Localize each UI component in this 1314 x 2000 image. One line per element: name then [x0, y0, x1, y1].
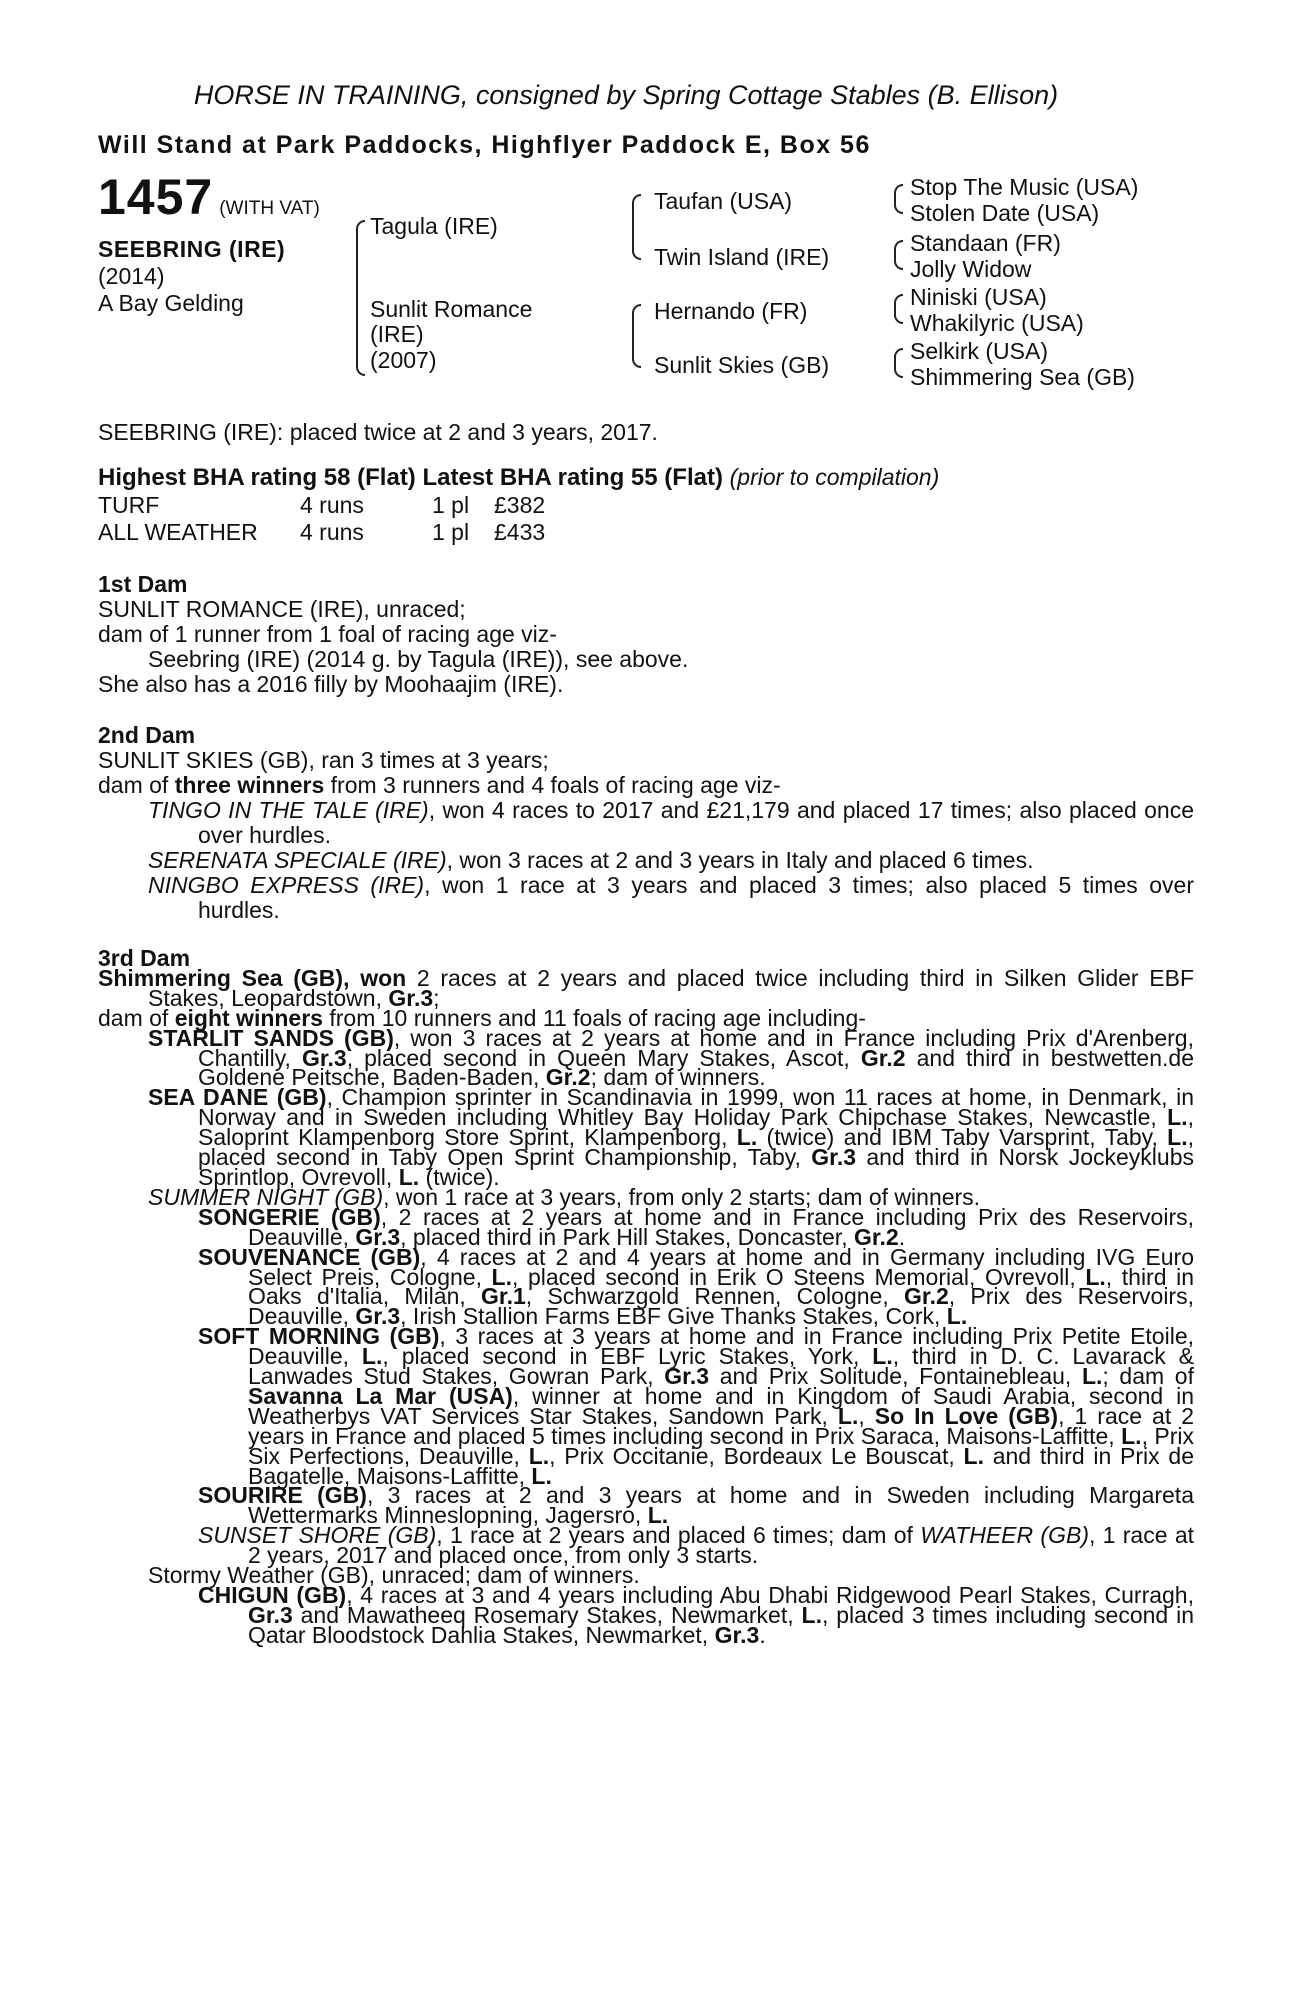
text: , placed second in Erik O Steens Memorial, Ovrevoll, — [512, 1263, 1086, 1290]
prize: £382 — [494, 492, 546, 518]
great-grandsire-4: Selkirk (USA) — [910, 338, 1049, 364]
progeny-record: , won 1 race at 3 years and placed 3 times; also placed 5 times over hurdles. — [198, 872, 1194, 923]
grade: L. — [872, 1343, 893, 1370]
text: , 3 races at 2 and 3 years at home and in Sweden including Margareta Wettermarks Minneslopning, Jagersro, — [248, 1482, 1194, 1529]
race-summary: SEEBRING (IRE): placed twice at 2 and 3 years, 2017. — [98, 419, 658, 445]
brace — [894, 294, 903, 324]
grade: Gr.3 — [811, 1144, 857, 1171]
grade: Gr.1 — [481, 1283, 526, 1310]
great-grandsire-2: Standaan (FR) — [910, 230, 1061, 256]
dam-dam: Sunlit Skies (GB) — [654, 352, 830, 378]
runs: 4 runs — [300, 519, 364, 545]
text: won — [360, 964, 407, 991]
section-heading: 2nd Dam — [98, 722, 196, 748]
text: ; dam of winners. — [590, 1064, 766, 1091]
text: and Mawatheeq Rosemary Stakes, Newmarket, — [292, 1601, 802, 1628]
progeny-name: WATHEER (GB) — [920, 1522, 1089, 1549]
surface: ALL WEATHER — [98, 519, 258, 545]
text: ; dam of — [1102, 1363, 1194, 1390]
text: , 2 races at 2 years at home and in France including Prix des Reservoirs, Deauville, — [248, 1203, 1194, 1250]
table-row — [98, 492, 545, 519]
text: , Saloprint Klampenborg Store Sprint, Klampenborg, — [198, 1104, 1194, 1151]
text: , — [858, 1402, 875, 1429]
progeny-entry — [148, 798, 1194, 848]
great-granddam-2: Jolly Widow — [910, 256, 1032, 282]
progeny-entry: Seebring (IRE) (2014 g. by Tagula (IRE)), see above. — [148, 646, 689, 672]
sire: Tagula (IRE) — [370, 213, 498, 239]
dam-line: dam of 1 runner from 1 foal of racing age viz- — [98, 621, 557, 647]
text: , — [343, 964, 361, 991]
grade: Gr.2 — [904, 1283, 949, 1310]
horse-name: SEEBRING (IRE) — [98, 236, 286, 262]
pedigree-chart — [98, 174, 1198, 419]
grade: L. — [361, 1343, 383, 1370]
text: dam of — [98, 1004, 175, 1031]
rating-text: Highest BHA rating 58 (Flat) Latest BHA rating 55 (Flat) — [98, 464, 723, 491]
progeny-name: NINGBO EXPRESS (IRE) — [148, 872, 425, 898]
brace — [894, 184, 903, 214]
grade: L. — [1085, 1263, 1106, 1290]
grade: L. — [963, 1442, 984, 1469]
second-dam-section — [98, 723, 1194, 923]
grade: L. — [647, 1502, 669, 1529]
text: , Schwarzgold Rennen, Cologne, — [525, 1283, 904, 1310]
progeny-name: SOURIRE (GB) — [198, 1482, 367, 1509]
text: , 4 races at 2 and 4 years at home and in Germany including IVG Euro Select Preis, Cologne, — [248, 1243, 1194, 1290]
text: and third in bestwetten.de Goldene Peitsche, Baden-Baden, — [198, 1044, 1194, 1091]
text: , placed second in Taby Open Sprint Championship, Taby, — [198, 1124, 1194, 1171]
rating-note: (prior to compilation) — [729, 464, 940, 490]
dam-line: SUNLIT SKIES (GB), ran 3 times at 3 years; — [98, 747, 549, 773]
grade: L. — [837, 1402, 859, 1429]
dam-line — [98, 964, 1195, 1011]
progeny-name: TINGO IN THE TALE (IRE) — [148, 797, 429, 823]
text: , won 1 race at 3 years, from only 2 starts; dam of winners. — [383, 1183, 981, 1210]
text: ; — [433, 984, 440, 1011]
brace — [632, 194, 641, 260]
sire-dam: Twin Island (IRE) — [654, 244, 830, 270]
text: , placed 3 times including second in Qatar Bloodstock Dahlia Stakes, Newmarket, — [248, 1601, 1194, 1648]
text: 2 races at 2 years and placed twice including third in Silken Glider EBF Stakes, Leopardstown, — [148, 964, 1195, 1011]
text: , 1 race at 2 years in France and placed 5 times including second in Prix Saraca, Maisons-Laffitte, — [248, 1402, 1195, 1449]
text: , placed third in Park Hill Stakes, Doncaster, — [400, 1223, 854, 1250]
great-grandsire-1: Stop The Music (USA) — [910, 174, 1139, 200]
grade: Gr.3 — [388, 984, 434, 1011]
winners-count: three winners — [174, 772, 325, 798]
placed: 1 pl — [432, 519, 470, 545]
prize: £433 — [494, 519, 546, 545]
text: , Prix Six Perfections, Deauville, — [248, 1422, 1194, 1469]
grade: L. — [946, 1303, 968, 1330]
text: , 1 race at 2 years, 2017 and placed once, from only 3 starts. — [248, 1522, 1194, 1569]
progeny-entry — [148, 848, 1194, 873]
third-dam-section — [98, 945, 1195, 1648]
dam: Sunlit Romance — [370, 296, 533, 322]
progeny-name: SEA DANE (GB) — [148, 1084, 327, 1111]
text: , 4 races at 3 and 4 years including Abu Dhabi Ridgewood Pearl Stakes, Curragh, — [346, 1582, 1194, 1608]
progeny-name: CHIGUN (GB) — [198, 1582, 347, 1608]
progeny-name: SUMMER NIGHT (GB) — [148, 1183, 384, 1210]
consignment-header: HORSE IN TRAINING, consigned by Spring Cottage Stables (B. Ellison) — [193, 80, 1059, 110]
vat-note: (WITH VAT) — [219, 198, 320, 219]
grade: Gr.2 — [545, 1064, 591, 1091]
grade: L. — [398, 1163, 420, 1190]
grade: Gr.2 — [860, 1044, 906, 1071]
text: , third in D. C. Lavarack & Lanwades Stud Stakes, Gowran Park, — [248, 1343, 1194, 1390]
text: , 3 races at 3 years at home and in France including Prix Petite Etoile, Deauville, — [248, 1323, 1195, 1370]
grade: Gr.3 — [355, 1223, 401, 1250]
pedigree-block — [98, 169, 1194, 419]
progeny-entry — [148, 873, 1194, 923]
progeny-entry: Stormy Weather (GB), unraced; dam of winners. — [148, 1562, 640, 1589]
grade: Gr.3 — [355, 1303, 401, 1330]
progeny-entry — [148, 1024, 1194, 1091]
progeny-name: STARLIT SANDS (GB) — [148, 1024, 394, 1051]
catalog-page — [98, 80, 1194, 1646]
stable-location: Will Stand at Park Paddocks, Highflyer Paddock E, Box 56 — [98, 131, 871, 159]
progeny-name: SOFT MORNING (GB) — [198, 1323, 440, 1350]
grade: L. — [736, 1124, 758, 1151]
text: , Prix Occitanie, Bordeaux Le Bouscat, — [549, 1442, 964, 1469]
great-granddam-4: Shimmering Sea (GB) — [910, 364, 1135, 390]
horse-description: A Bay Gelding — [98, 290, 244, 316]
dam-line: SUNLIT ROMANCE (IRE), unraced; — [98, 596, 466, 622]
progeny-name: SERENATA SPECIALE (IRE) — [148, 847, 447, 873]
first-dam-section — [98, 572, 1194, 697]
dam-year: (2007) — [370, 347, 437, 373]
great-grandsire-3: Niniski (USA) — [910, 284, 1047, 310]
brace — [632, 304, 641, 368]
text: . — [759, 1621, 766, 1648]
text: . — [898, 1223, 906, 1250]
grade: Gr.3 — [301, 1044, 347, 1071]
dam-country: (IRE) — [370, 321, 424, 347]
dam-line — [98, 773, 1194, 798]
progeny-entry — [198, 1243, 1194, 1330]
sire-sire: Taufan (USA) — [654, 188, 793, 214]
grade: L. — [1167, 1104, 1188, 1131]
text: , Prix des Reservoirs, Deauville, — [248, 1283, 1194, 1330]
progeny-name: SONGERIE (GB) — [198, 1203, 381, 1230]
lot-number: 1457 — [98, 169, 214, 225]
great-granddam-3: Whakilyric (USA) — [910, 310, 1084, 336]
dam-sire: Hernando (FR) — [654, 298, 808, 324]
text: , Irish Stallion Farms EBF Give Thanks Stakes, Cork, — [400, 1303, 947, 1330]
progeny-name: SOUVENANCE (GB) — [198, 1243, 421, 1270]
grade: L. — [1121, 1422, 1142, 1449]
text: (twice). — [419, 1163, 500, 1190]
progeny-name: So In Love (GB) — [874, 1402, 1059, 1429]
race-record-table — [98, 492, 545, 546]
dam-line: She also has a 2016 filly by Moohaajim (IRE). — [98, 671, 564, 697]
winners-count: eight winners — [174, 1004, 323, 1031]
text: , placed second in Queen Mary Stakes, Ascot, — [346, 1044, 861, 1071]
placed: 1 pl — [432, 492, 470, 518]
text: dam of — [98, 772, 175, 798]
grade: L. — [528, 1442, 550, 1469]
brace — [894, 348, 903, 378]
bha-rating — [98, 464, 1194, 492]
grade: Gr.3 — [714, 1621, 760, 1648]
text: from 10 runners and 11 foals of racing age including- — [322, 1004, 866, 1031]
runs: 4 runs — [300, 492, 364, 518]
progeny-record: , won 4 races to 2017 and £21,179 and placed 17 times; also placed once over hurdles. — [198, 797, 1194, 848]
progeny-name: SUNSET SHORE (GB) — [198, 1522, 437, 1549]
grade: L. — [1167, 1124, 1188, 1151]
text: , won 3 races at 2 years at home and in France including Prix d'Arenberg, Chantilly, — [198, 1024, 1194, 1071]
grade: Gr.2 — [853, 1223, 899, 1250]
grade: Gr.3 — [248, 1601, 293, 1628]
text: , placed second in EBF Lyric Stakes, York, — [382, 1343, 873, 1370]
grade: L. — [801, 1601, 822, 1628]
grade: L. — [1081, 1363, 1103, 1390]
progeny-entry — [198, 1323, 1195, 1489]
progeny-entry — [198, 1203, 1194, 1250]
text: from 3 runners and 4 foals of racing age viz- — [324, 772, 781, 798]
progeny-record: , won 3 races at 2 and 3 years in Italy and placed 6 times. — [446, 847, 1034, 873]
grade: L. — [491, 1263, 512, 1290]
progeny-name: Savanna La Mar (USA) — [248, 1382, 513, 1409]
section-heading: 1st Dam — [98, 571, 188, 597]
surface: TURF — [98, 492, 160, 518]
text: , 1 race at 2 years and placed 6 times; dam of — [436, 1522, 921, 1549]
grade: Gr.3 — [664, 1363, 710, 1390]
section-heading: 3rd Dam — [98, 945, 191, 971]
progeny-entry — [198, 1482, 1194, 1529]
text: , winner at home and in Kingdom of Saudi Arabia, second in Weatherbys VAT Services Star Stakes, Sandown Park, — [248, 1382, 1194, 1429]
progeny-entry — [148, 1084, 1195, 1190]
great-granddam-1: Stolen Date (USA) — [910, 200, 1100, 226]
text: and third in Norsk Jockeyklubs Sprintlop, Ovrevoll, — [198, 1144, 1195, 1190]
dam-name: Shimmering Sea (GB) — [98, 964, 344, 991]
brace — [894, 240, 903, 270]
text: , Champion sprinter in Scandinavia in 1999, won 11 races at home, in Denmark, in Norway and in Sweden including Whitley Bay Holiday Park Chipchase Stakes, Newcastle, — [198, 1084, 1194, 1131]
progeny-entry — [198, 1522, 1194, 1569]
text: (twice) and IBM Taby Varsprint, Taby, — [757, 1124, 1168, 1151]
foaling-year: (2014) — [98, 263, 165, 289]
text: and Prix Solitude, Fontainebleau, — [709, 1363, 1082, 1390]
text: and third in Prix de Bagatelle, Maisons-Laffitte, — [248, 1442, 1194, 1489]
text: , third in Oaks d'Italia, Milan, — [248, 1263, 1194, 1310]
grade: L. — [531, 1462, 552, 1489]
table-row — [98, 519, 545, 546]
progeny-entry — [198, 1582, 1194, 1648]
brace — [356, 220, 365, 376]
